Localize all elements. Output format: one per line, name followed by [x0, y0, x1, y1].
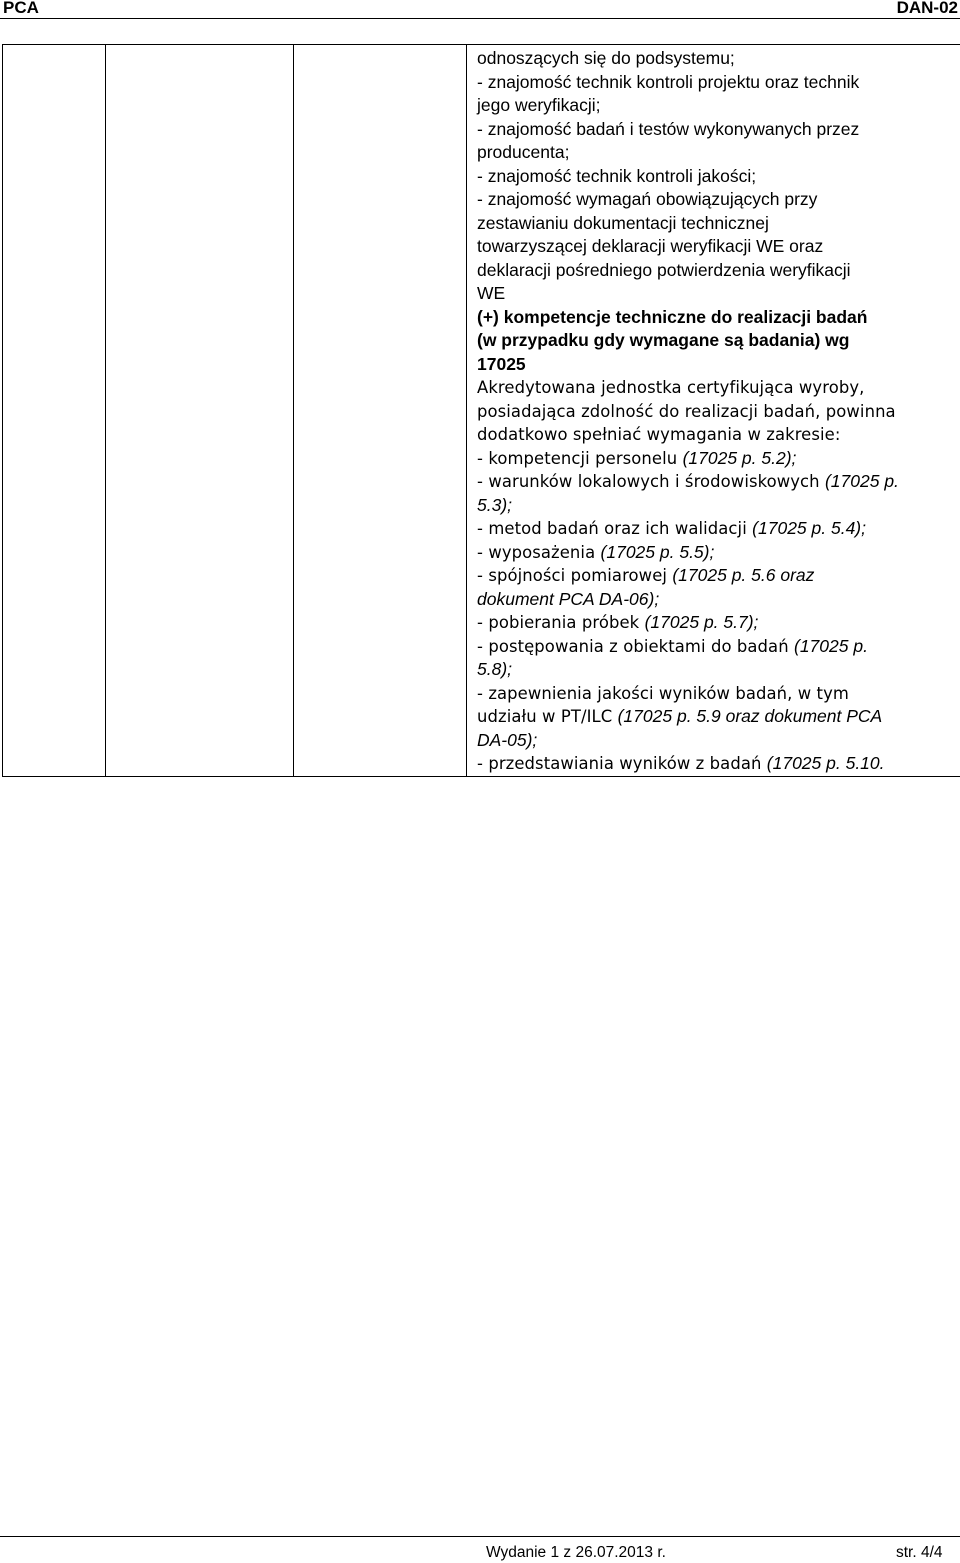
table-cell-col1 — [3, 45, 106, 777]
header-rule — [0, 18, 960, 19]
list-item — [477, 729, 952, 753]
page-number: str. 4/4 — [896, 1544, 943, 1561]
section-heading-line: (+) kompetencje techniczne do realizacji badań — [477, 306, 868, 327]
list-item — [477, 635, 952, 659]
text-line: odnoszących się do podsystemu; — [477, 48, 735, 68]
text-line: zestawianiu dokumentacji technicznej — [477, 212, 769, 233]
footer-rule — [0, 1536, 960, 1537]
list-item — [477, 658, 952, 682]
intro-line: Akredytowana jednostka certyfikująca wyroby, — [477, 378, 865, 397]
list-item-reference: 5.8); — [477, 659, 513, 679]
list-item-text: - zapewnienia jakości wyników badań, w tym — [477, 683, 849, 703]
text-line: deklaracji pośredniego potwierdzenia weryfikacji — [477, 259, 851, 280]
list-item — [477, 517, 952, 541]
header-doc-code: DAN-02 — [896, 0, 958, 17]
section-heading-line: 17025 — [477, 353, 526, 374]
text-line: producenta; — [477, 142, 570, 162]
requirements-text — [467, 45, 960, 776]
intro-line: dodatkowo spełniać wymagania w zakresie: — [477, 425, 841, 444]
text-line: jego weryfikacji; — [477, 95, 601, 115]
list-item-reference: (17025 p. 5.4); — [752, 518, 866, 538]
list-item-reference: (17025 p. 5.7); — [644, 612, 759, 632]
list-item-text: - kompetencji personelu — [477, 448, 683, 468]
intro-line: posiadająca zdolność do realizacji badań, powinna — [477, 401, 896, 421]
list-item-reference: (17025 p. — [794, 635, 868, 656]
list-item-reference: (17025 p. 5.2); — [682, 447, 797, 468]
table-row — [3, 45, 960, 777]
page-header — [0, 0, 960, 18]
page-footer — [0, 1529, 960, 1563]
list-item-text: - postępowania z obiektami do badań — [477, 636, 794, 656]
text-line: WE — [477, 283, 506, 303]
requirements-table — [2, 44, 960, 777]
text-line: towarzyszącej deklaracji weryfikacji WE oraz — [477, 236, 824, 256]
list-item-text: - pobierania próbek — [477, 613, 645, 632]
text-line: - znajomość badań i testów wykonywanych przez — [477, 118, 860, 139]
list-item-reference: (17025 p. 5.6 oraz — [672, 565, 815, 585]
list-item-text: - metod badań oraz ich walidacji — [477, 519, 753, 538]
list-item-text: - spójności pomiarowej — [477, 566, 673, 585]
list-item-reference: (17025 p. — [824, 471, 899, 491]
list-item — [477, 541, 952, 565]
list-item-text: udziału w PT/ILC — [477, 707, 618, 726]
list-item — [477, 611, 952, 635]
list-item-text: - wyposażenia — [477, 542, 601, 562]
list-item — [477, 447, 952, 471]
list-item — [477, 564, 952, 588]
list-item-text: - przedstawiania wyników z badań — [477, 754, 767, 773]
list-item — [477, 752, 952, 776]
list-item — [477, 470, 952, 494]
list-item-reference: DA-05); — [477, 729, 538, 750]
list-item-reference: (17025 p. 5.10. — [766, 753, 885, 773]
list-item-reference: (17025 p. 5.9 oraz dokument PCA — [617, 706, 883, 726]
list-item — [477, 705, 952, 729]
section-heading-line: (w przypadku gdy wymagane są badania) wg — [477, 330, 850, 350]
list-item-reference: (17025 p. 5.5); — [600, 541, 715, 562]
text-line: - znajomość wymagań obowiązujących przy — [477, 189, 818, 209]
list-item — [477, 494, 952, 518]
text-line: - znajomość technik kontroli jakości; — [477, 165, 757, 186]
list-item-text: - warunków lokalowych i środowiskowych — [477, 472, 825, 491]
edition-info: Wydanie 1 z 26.07.2013 r. — [486, 1544, 666, 1561]
list-item — [477, 682, 952, 706]
header-org: PCA — [3, 0, 39, 17]
list-item-reference: dokument PCA DA-06); — [477, 588, 660, 609]
list-item — [477, 588, 952, 612]
table-cell-col2 — [106, 45, 294, 777]
text-line: - znajomość technik kontroli projektu oraz technik — [477, 71, 860, 92]
table-cell-col3 — [294, 45, 467, 777]
list-item-reference: 5.3); — [477, 494, 513, 515]
table-cell-requirements — [467, 45, 960, 777]
